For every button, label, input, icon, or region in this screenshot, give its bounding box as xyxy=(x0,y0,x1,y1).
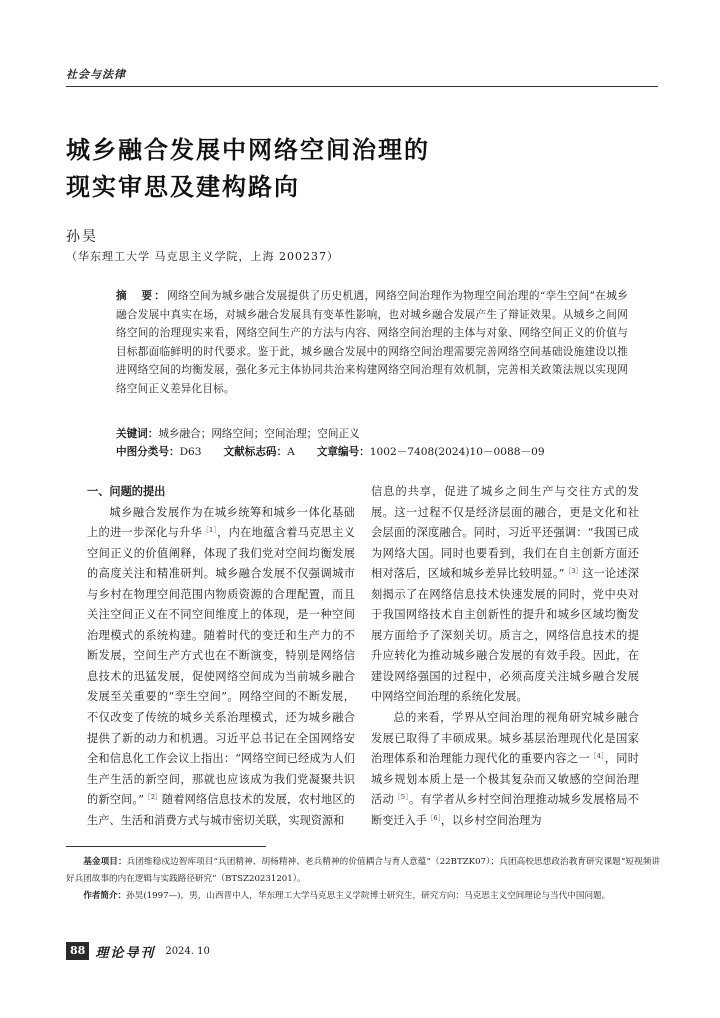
footnotes xyxy=(66,854,660,905)
body-column-right xyxy=(371,482,639,831)
keywords-text: 城乡融合；网络空间；空间治理；空间正义 xyxy=(158,428,360,440)
fund-note xyxy=(66,854,660,888)
author-bio-label: 作者简介： xyxy=(83,891,127,901)
citation-ref: ［1］ xyxy=(202,526,218,535)
body-paragraph: 信息的共享，促进了城乡之间生产与交往方式的发展。这一过程不仅是经济层面的融合，更是文化和社会层面的深度融合。同时，习近平还强调：“我国已成为网络大国。同时也要看到，我们在自主创新方面还相对落后，区域和城乡差异比较明显。”$^{[3]}$这一论述深刻揭示了在网络信息技术快速发展的同时，党中央对于我国网络技术自主创新性的提升和城乡区域均衡发展方面给予了深刻关切。质言之，网络信息技术的提升应转化为推动城乡融合发展的有效手段。因此，在建设网络强国的过程中，必须高度关注城乡融合发展中网络空间治理的系统化发展。 xyxy=(371,485,639,704)
abstract xyxy=(116,287,628,398)
article-number-value: 1002－7408(2024)10－0088－09 xyxy=(369,446,545,458)
citation-ref: ［5］ xyxy=(394,793,409,802)
keywords xyxy=(116,425,360,443)
author-bio-text: 孙昊(1997—)，男，山西晋中人，华东理工大学马克思主义学院博士研究生，研究方向：马克思主义空间理论与当代中国问题。 xyxy=(126,891,611,901)
page-footer xyxy=(66,941,210,961)
footnote-rule xyxy=(66,846,266,847)
title-line-1: 城乡融合发展中网络空间治理的 xyxy=(66,136,430,164)
fund-label: 基金项目： xyxy=(83,857,127,867)
author-name: 孙昊 xyxy=(66,229,98,245)
journal-issue: 2024. 10 xyxy=(165,945,210,957)
clc-label: 中图分类号： xyxy=(116,446,180,458)
body-paragraph: 城乡融合发展作为在城乡统筹和城乡一体化基础上的进一步深化与升华$^{[1]}$，内在地蕴含着马克思主义空间正义的价值阐释，体现了我们党对空间均衡发展的高度关注和精准研判。城乡融合发展不仅强调城市与乡村在物理空间范围内物质资源的合理配置，而且关注空间正义在不同空间维度上的体现，是一种空间治理模式的系统构建。随着时代的变迁和生产力的不断发展，空间生产方式也在不断演变，特别是网络信息技术的迅猛发展，促使网络空间成为当前城乡融合发展至关重要的“孪生空间”。网络空间的不断发展，不仅改变了传统的城乡关系治理模式，还为城乡融合提供了新的动力和机遇。习近平总书记在全国网络安全和信息化工作会议上指出：“网络空间已经成为人们生产生活的新空间，那就也应该成为我们党凝聚共识的新空间。”$^{[2]}$随着网络信息技术的发展，农村地区的生产、生活和消费方式与城市密切关联，实现资源和 xyxy=(87,505,355,827)
abstract-label: 摘 要： xyxy=(116,290,168,302)
journal-name: 理论导刊 xyxy=(95,945,156,961)
header-rule xyxy=(66,86,658,87)
body-paragraph: 总的来看，学界从空间治理的视角研究城乡融合发展已取得了丰硕成果。城乡基层治理现代化是国家治理体系和治理能力现代化的重要内容之一$^{[4]}$，同时城乡规划本质上是一个极其复杂而又敏感的空间治理活动$^{[5]}$。有学者从乡村空间治理推动城乡发展格局不断变迁入手$^{[6]}$，以乡村空间治理为 xyxy=(371,711,639,827)
classification-line xyxy=(116,443,545,461)
article-number-label: 文章编号： xyxy=(316,446,370,458)
keywords-label: 关键词： xyxy=(116,428,159,440)
section-tag: 社会与法律 xyxy=(66,68,126,81)
abstract-text: 网络空间为城乡融合发展提供了历史机遇，网络空间治理作为物理空间治理的“孪生空间”在城乡融合发展中真实在场，对城乡融合发展具有变革性影响，也对城乡融合发展产生了辩证效果。从城乡之间网络空间的治理现实来看，网络空间生产的方法与内容、网络空间治理的主体与对象、网络空间正义的价值与目标都面临鲜明的时代要求。鉴于此，城乡融合发展中的网络空间治理需要完善网络空间基础设施建设以推进网络空间的均衡发展，强化多元主体协同共治来构建网络空间治理有效机制，完善相关政策法规以实现网络空间正义差异化目标。 xyxy=(116,290,628,395)
fund-text: 兵团维稳戍边智库项目“兵团精神、胡杨精神、老兵精神的价值耦合与育人意蕴”（22BTZK07）；兵团高校思想政治教育研究课题“短视频讲好兵团故事的内在逻辑与实践路径研究”（BTSZ20231201）。 xyxy=(66,857,660,884)
title-line-2: 现实审思及建构路向 xyxy=(66,173,300,201)
doc-code-value: A xyxy=(287,446,295,458)
section-heading: 一、问题的提出 xyxy=(87,485,166,498)
citation-ref: ［4］ xyxy=(589,752,605,761)
author-affiliation: （华东理工大学 马克思主义学院，上海 200237） xyxy=(66,250,339,263)
citation-ref: ［6］ xyxy=(426,813,441,822)
article-title xyxy=(66,132,430,206)
page-number: 88 xyxy=(66,942,89,960)
doc-code-label: 文献标志码： xyxy=(223,446,288,458)
citation-ref: ［3］ xyxy=(564,567,583,576)
body-column-left xyxy=(87,482,355,831)
clc-value: D63 xyxy=(179,446,202,458)
citation-ref: ［2］ xyxy=(143,793,162,802)
author-note xyxy=(66,888,660,905)
